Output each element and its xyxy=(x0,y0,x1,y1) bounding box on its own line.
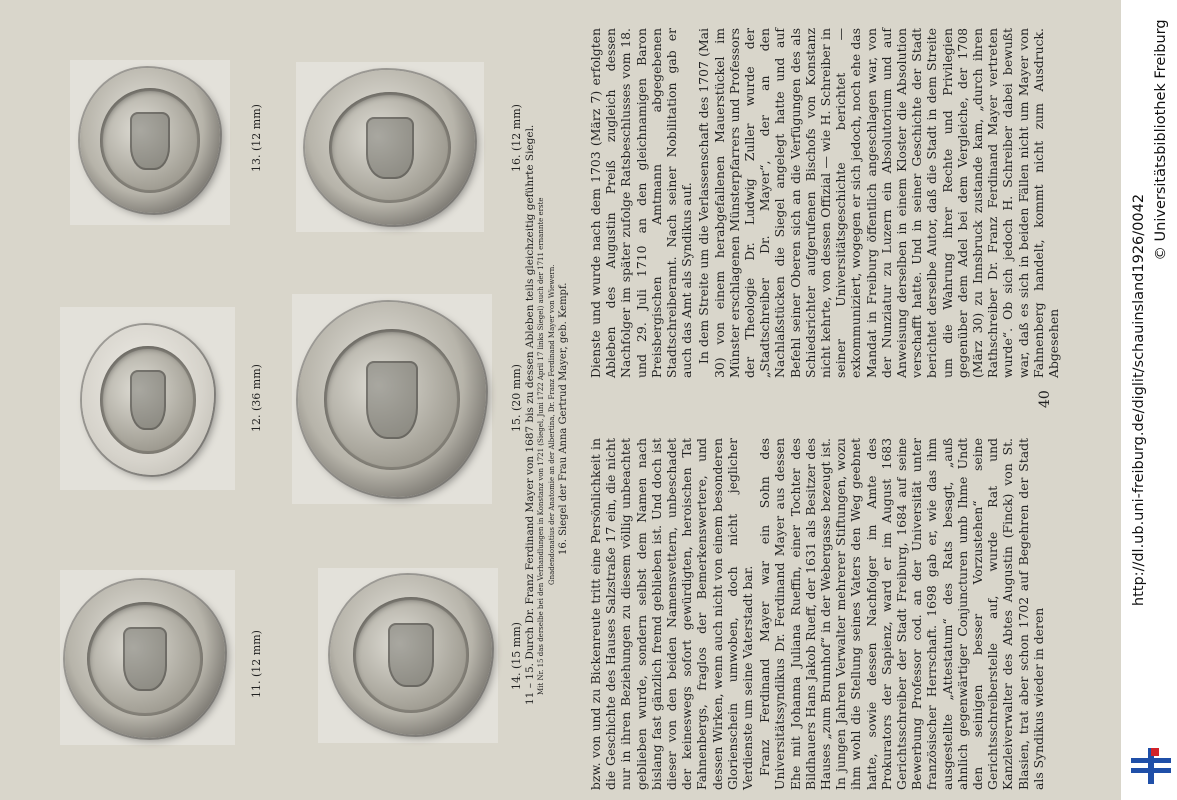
seal-11 xyxy=(65,580,225,738)
seal-14 xyxy=(330,575,492,735)
seal-label-16: 16. (12 mm) xyxy=(510,104,523,172)
source-url[interactable]: http://dl.ub.uni-freiburg.de/diglit/schauinsland1926/0042 xyxy=(1131,193,1147,607)
caption-line-3: Gnadendonatius der Anatomie an der Albertina, Dr. Franz Ferdinand Mayer von Wiewern. xyxy=(548,264,556,585)
seal-label-14: 14. (15 mm) xyxy=(510,622,523,690)
text-column-right xyxy=(588,28,1062,378)
paragraph: Dienste und wurde nach dem 1703 (März 7) erfolgten Ableben des Augustin Preiß zugleich dessen Nachfolger im später zufolge Ratsbeschlusses vom 18. und 29. Juli 1710 an den gleichnamigen Baron Preisbergischen Amtmann abgegebenen Stadtschreiberamt. Nach seiner Nobilitation gab er auch das Amt als Syndikus auf. xyxy=(588,28,695,378)
figure-caption xyxy=(525,65,569,705)
caption-line-1: 11 – 15. Durch Dr. Franz Ferdinand Mayer von 1687 bis zu dessen Ableben teils gleichzeitig geführte Siegel. xyxy=(524,124,536,705)
seal-label-15: 15. (20 mm) xyxy=(510,364,523,432)
copyright-notice: © Universitätsbibliothek Freiburg xyxy=(1153,19,1169,261)
paragraph: In dem Streite um die Verlassenschaft des 1707 (Mai 30) von einem herabgefallenen Mauerstückel im Münster erschlagenen Münsterpfarrers und Professors der Theologie Dr. Ludwig Zuller wurde der „Stadtschreiber Dr. Mayer“, der an den Nachlaßstücken die Siegel angelegt hatte und auf Befehl seiner Oberen sich an die Verfügungen des als Schiedsrichter aufgerufenen Bischofs von Konstanz nicht kehrte, von dessen Offizial — wie H. Schreiber in seiner Universitätsgeschichte berichtet — exkommuniziert, wogegen er sich jedoch, noch ehe das Mandat in Freiburg öffentlich angeschlagen war, von der Nunziatur zu Luzern ein Absolutorium und auf Anweisung derselben in einem Kloster die Absolution verschafft hatte. Und in seiner Geschichte der Stadt berichtet derselbe Autor, daß die Stadt in dem Streite um die Wahrung ihrer Rechte und Privilegien gegenüber dem Adel bei dem Vergleiche, der 1708 (März 30) zu Innsbruck zustande kam, „durch ihren Rathschreiber Dr. Franz Ferdinand Mayer vertreten wurde“. Ob sich jedoch H. Schreiber dabei bewußt war, daß es sich in beiden Fällen nicht um Mayer von Fahnenberg handelt, kommt nicht zum Ausdruck. Abgesehen xyxy=(696,28,1062,378)
seal-label-13: 13. (12 mm) xyxy=(250,104,263,172)
seal-label-11: 11. (12 mm) xyxy=(250,630,263,698)
paragraph: bzw. von und zu Bickenreute tritt eine Persönlichkeit in die Geschichte des Hauses Salzstraße 17 ein, die nicht nur in ihren Beziehungen zu diesem völlig unbeachtet geblieben wurde, sondern selbst dem Namen nach bislang fast gänzlich fremd geblieben ist. Und doch ist dieser von den beiden Namensvettern, unbeschadet der keineswegs sofort gewürdigten, heroischen Tat Fahnenbergs, fraglos der Bemerkenswertere, und dessen Wirken, wenn auch nicht von einem besonderen Glorienschein umwoben, doch nicht jeglicher Verdienste um seine Vaterstadt bar. xyxy=(588,438,756,790)
seal-15 xyxy=(298,302,486,497)
caption-line-4: 16. Siegel der Frau Anna Gertrud Mayer, geb. Kempf. xyxy=(558,282,569,555)
seal-12 xyxy=(82,325,214,475)
seal-16 xyxy=(305,70,475,225)
text-column-left xyxy=(588,438,1046,790)
caption-line-2: Mit Nr. 15 das derselbe bei den Verhandlungen in Konstanz von 1721 (Siegel, Juni 1722 April 17 links Siegel) auch der 1711 ernannte erste xyxy=(537,197,545,695)
library-sidebar xyxy=(1121,0,1177,800)
library-logo-icon xyxy=(1131,746,1171,786)
seal-label-12: 12. (36 mm) xyxy=(250,364,263,432)
paragraph: Franz Ferdinand Mayer war ein Sohn des Universitätssyndikus Dr. Ferdinand Mayer aus dessen Ehe mit Johanna Juliana Rueffin, einer Tochter des Bildhauers Hans Jakob Rueff, der 1631 als Besitzer des Hauses „zum Brunnhof“ in der Webergasse bezeugt ist. In jungen Jahren Verwalter mehrerer Stiftungen, wozu ihm wohl die Stellung seines Vaters den Weg geebnet hatte, sowie dessen Nachfolger im Amte des Prokurators der Sapienz, ward er im August 1683 Gerichtsschreiber der Stadt Freiburg, 1684 auf seine Bewerbung Professor cod. an der Universität unter französischer Herrschaft. 1698 gab er, wie das ihm ausgestellte „Attestatum“ des Rats besagt, „auß ahnlich gegenwärtiger Conjuncturen umb Ihme Undt den seinigen besser Vorzustehen“ seine Gerichtsschreiberstelle auf, wurde Rat und Kanzleiverwalter des Abtes Augustin (Finck) von St. Blasien, trat aber schon 1702 auf Begehren der Stadt als Syndikus wieder in deren xyxy=(757,438,1046,790)
page-number: 40 xyxy=(1037,390,1053,408)
seal-13 xyxy=(80,68,220,213)
